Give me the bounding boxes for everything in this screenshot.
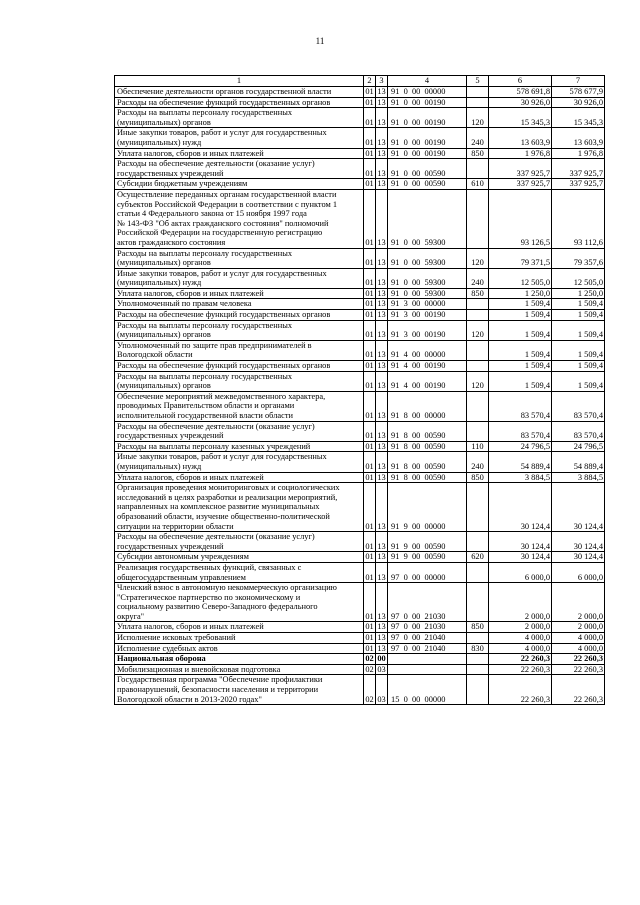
section-code: 02 xyxy=(364,675,376,705)
target-article-code: 91 4 00 00190 xyxy=(388,371,467,391)
budget-table xyxy=(114,75,605,705)
header-cell: 3 xyxy=(376,76,388,87)
table-row xyxy=(115,179,605,190)
section-code: 01 xyxy=(364,391,376,421)
subsection-code: 13 xyxy=(377,633,386,643)
section-code: 01 xyxy=(365,472,374,482)
target-article-code: 91 0 00 00000 xyxy=(388,87,467,98)
target-article-code: 91 0 00 59300 xyxy=(388,288,467,299)
target-article-code: 91 8 00 00000 xyxy=(388,391,467,421)
subsection-code: 13 xyxy=(376,108,388,128)
table-row xyxy=(115,675,605,705)
row-name: Расходы на обеспечение функций государственных органов xyxy=(115,310,364,321)
target-article-code: 91 3 00 00000 xyxy=(388,299,467,310)
amount-col6: 24 796,5 xyxy=(489,441,552,452)
expense-type-code: 850 xyxy=(467,148,489,159)
section-code: 01 xyxy=(364,483,376,532)
expense-type-code xyxy=(467,562,489,582)
row-name: Обеспечение деятельности органов государственной власти xyxy=(115,87,364,98)
expense-type-code xyxy=(467,421,489,441)
subsection-code: 13 xyxy=(376,268,388,288)
amount-col6: 30 926,0 xyxy=(489,97,552,108)
amount-col6: 1 976,8 xyxy=(489,148,552,159)
section-code: 01 xyxy=(364,189,376,248)
target-article-code: 91 0 00 00190 xyxy=(388,128,467,148)
amount-col6: 1 509,4 xyxy=(489,340,552,360)
expense-type-code: 120 xyxy=(467,248,489,268)
table-row xyxy=(115,97,605,108)
amount-col7: 1 509,4 xyxy=(552,371,605,391)
row-name: Расходы на обеспечение функций государственных органов xyxy=(115,361,364,372)
amount-col6: 22 260,3 xyxy=(489,664,552,675)
subsection-code: 13 xyxy=(376,583,388,622)
amount-col7: 578 677,9 xyxy=(552,87,605,98)
expense-type-code xyxy=(467,87,489,98)
subsection-code: 13 xyxy=(377,472,386,482)
section-code: 01 xyxy=(365,288,374,298)
row-name: Уполномоченный по правам человека xyxy=(115,299,364,310)
header-cell: 2 xyxy=(364,76,376,87)
expense-type-code xyxy=(467,633,489,644)
amount-col7: 1 509,4 xyxy=(552,361,605,372)
header-cell: 1 xyxy=(115,76,364,87)
section-code: 01 xyxy=(364,562,376,582)
subsection-code: 13 xyxy=(377,97,386,107)
amount-col6: 13 603,9 xyxy=(489,128,552,148)
amount-col6: 22 260,3 xyxy=(489,675,552,705)
subsection-code: 13 xyxy=(376,128,388,148)
target-article-code: 97 0 00 21040 xyxy=(388,643,467,654)
target-article-code: 91 9 00 00590 xyxy=(388,552,467,563)
amount-col6: 1 509,4 xyxy=(489,320,552,340)
expense-type-code xyxy=(467,97,489,108)
amount-col7: 30 124,4 xyxy=(552,483,605,532)
amount-col7: 24 796,5 xyxy=(552,441,605,452)
expense-type-code: 240 xyxy=(467,268,489,288)
subsection-code: 13 xyxy=(376,421,388,441)
expense-type-code: 240 xyxy=(467,452,489,472)
amount-col6: 15 345,3 xyxy=(489,108,552,128)
table-row xyxy=(115,159,605,179)
section-code: 01 xyxy=(365,299,374,309)
section-code: 01 xyxy=(364,421,376,441)
amount-col7: 83 570,4 xyxy=(552,421,605,441)
table-row xyxy=(115,340,605,360)
amount-col7: 83 570,4 xyxy=(552,391,605,421)
amount-col6: 1 509,4 xyxy=(489,310,552,321)
section-code: 01 xyxy=(364,583,376,622)
target-article-code: 97 0 00 21030 xyxy=(388,583,467,622)
amount-col6: 3 884,5 xyxy=(489,472,552,483)
table-row xyxy=(115,248,605,268)
amount-col6: 578 691,8 xyxy=(489,87,552,98)
row-name: Уплата налогов, сборов и иных платежей xyxy=(115,288,364,299)
expense-type-code xyxy=(467,299,489,310)
amount-col7: 2 000,0 xyxy=(552,622,605,633)
table-row xyxy=(115,148,605,159)
subsection-code: 13 xyxy=(377,299,386,309)
section-code: 01 xyxy=(364,159,376,179)
subsection-code: 13 xyxy=(377,148,386,158)
subsection-code: 13 xyxy=(377,288,386,298)
table-row xyxy=(115,310,605,321)
row-name: Исполнение судебных актов xyxy=(115,643,364,654)
subsection-code: 03 xyxy=(377,664,386,674)
subsection-code: 13 xyxy=(377,643,386,653)
target-article-code: 97 0 00 00000 xyxy=(388,562,467,582)
table-row xyxy=(115,371,605,391)
table-row xyxy=(115,552,605,563)
expense-type-code xyxy=(467,391,489,421)
amount-col7: 1 976,8 xyxy=(552,148,605,159)
subsection-code: 13 xyxy=(377,179,386,189)
table-row xyxy=(115,532,605,552)
amount-col6: 2 000,0 xyxy=(489,583,552,622)
section-code: 02 xyxy=(365,654,374,664)
target-article-code: 91 0 00 59300 xyxy=(388,189,467,248)
subsection-code: 00 xyxy=(377,654,386,664)
target-article-code: 91 9 00 00000 xyxy=(388,483,467,532)
amount-col6: 4 000,0 xyxy=(489,643,552,654)
expense-type-code: 120 xyxy=(467,108,489,128)
subsection-code: 13 xyxy=(376,452,388,472)
row-name: Иные закупки товаров, работ и услуг для государственных (муниципальных) нужд xyxy=(115,452,364,472)
target-article-code: 91 0 00 00190 xyxy=(388,148,467,159)
amount-col7: 30 124,4 xyxy=(552,552,605,563)
row-name: Мобилизационная и вневойсковая подготовка xyxy=(115,664,364,675)
amount-col6: 79 371,5 xyxy=(489,248,552,268)
target-article-code: 91 0 00 00190 xyxy=(388,97,467,108)
expense-type-code: 850 xyxy=(467,622,489,633)
amount-col6: 1 509,4 xyxy=(489,299,552,310)
expense-type-code xyxy=(467,483,489,532)
expense-type-code xyxy=(467,340,489,360)
amount-col7: 12 505,0 xyxy=(552,268,605,288)
expense-type-code xyxy=(467,532,489,552)
table-row xyxy=(115,441,605,452)
section-code: 01 xyxy=(364,452,376,472)
amount-col6: 30 124,4 xyxy=(489,552,552,563)
target-article-code: 15 0 00 00000 xyxy=(388,675,467,705)
subsection-code: 13 xyxy=(376,562,388,582)
target-article-code: 91 8 00 00590 xyxy=(388,421,467,441)
amount-col7: 4 000,0 xyxy=(552,633,605,644)
table-row xyxy=(115,288,605,299)
section-code: 01 xyxy=(364,532,376,552)
section-code: 01 xyxy=(365,97,374,107)
amount-col6: 22 260,3 xyxy=(489,654,552,665)
row-name: Расходы на выплаты персоналу государственных (муниципальных) органов xyxy=(115,371,364,391)
target-article-code: 91 0 00 00190 xyxy=(388,108,467,128)
row-name: Расходы на выплаты персоналу государственных (муниципальных) органов xyxy=(115,248,364,268)
section-code: 01 xyxy=(365,441,374,451)
section-code: 01 xyxy=(365,633,374,643)
table-row xyxy=(115,421,605,441)
target-article-code: 91 4 00 00000 xyxy=(388,340,467,360)
table-row xyxy=(115,654,605,665)
amount-col7: 4 000,0 xyxy=(552,643,605,654)
row-name: Исполнение исковых требований xyxy=(115,633,364,644)
table-row xyxy=(115,268,605,288)
expense-type-code: 830 xyxy=(467,643,489,654)
subsection-code: 13 xyxy=(376,340,388,360)
amount-col6: 83 570,4 xyxy=(489,421,552,441)
row-name: Уплата налогов, сборов и иных платежей xyxy=(115,622,364,633)
header-cell: 4 xyxy=(388,76,467,87)
table-body xyxy=(115,87,605,705)
section-code: 01 xyxy=(365,87,374,96)
amount-col7: 30 926,0 xyxy=(552,97,605,108)
amount-col6: 6 000,0 xyxy=(489,562,552,582)
row-name: Субсидии бюджетным учреждениям xyxy=(115,179,364,190)
target-article-code: 91 0 00 59300 xyxy=(388,268,467,288)
subsection-code: 13 xyxy=(376,159,388,179)
amount-col7: 22 260,3 xyxy=(552,664,605,675)
target-article-code xyxy=(388,664,467,675)
subsection-code: 13 xyxy=(377,87,386,96)
amount-col7: 3 884,5 xyxy=(552,472,605,483)
expense-type-code: 610 xyxy=(467,179,489,190)
row-name: Расходы на выплаты персоналу государственных (муниципальных) органов xyxy=(115,320,364,340)
subsection-code: 13 xyxy=(377,552,386,562)
target-article-code: 91 8 00 00590 xyxy=(388,441,467,452)
section-code: 01 xyxy=(364,108,376,128)
row-name: Расходы на обеспечение деятельности (оказание услуг) государственных учреждений xyxy=(115,421,364,441)
section-code: 02 xyxy=(365,664,374,674)
expense-type-code: 850 xyxy=(467,472,489,483)
table-row xyxy=(115,299,605,310)
table-row xyxy=(115,189,605,248)
section-code: 01 xyxy=(364,128,376,148)
expense-type-code: 120 xyxy=(467,371,489,391)
table-row xyxy=(115,391,605,421)
section-code: 01 xyxy=(365,148,374,158)
section-code: 01 xyxy=(365,622,374,632)
header-row xyxy=(115,76,605,87)
header-cell: 5 xyxy=(467,76,489,87)
amount-col7: 13 603,9 xyxy=(552,128,605,148)
amount-col6: 30 124,4 xyxy=(489,532,552,552)
expense-type-code xyxy=(467,310,489,321)
table-row xyxy=(115,562,605,582)
amount-col7: 1 250,0 xyxy=(552,288,605,299)
table-row xyxy=(115,87,605,98)
row-name: Расходы на выплаты персоналу казенных учреждений xyxy=(115,441,364,452)
subsection-code: 13 xyxy=(377,622,386,632)
amount-col6: 54 889,4 xyxy=(489,452,552,472)
row-name: Обеспечение мероприятий межведомственного характера, проводимых Правительством области и органами исполнительной государственной власти области xyxy=(115,391,364,421)
amount-col7: 30 124,4 xyxy=(552,532,605,552)
row-name: Расходы на обеспечение деятельности (оказание услуг) государственных учреждений xyxy=(115,159,364,179)
page-number: 11 xyxy=(315,36,325,46)
target-article-code: 91 4 00 00190 xyxy=(388,361,467,372)
target-article-code: 91 9 00 00590 xyxy=(388,532,467,552)
table-row xyxy=(115,622,605,633)
amount-col6: 12 505,0 xyxy=(489,268,552,288)
table-row xyxy=(115,361,605,372)
expense-type-code xyxy=(467,361,489,372)
subsection-code: 13 xyxy=(376,371,388,391)
amount-col7: 6 000,0 xyxy=(552,562,605,582)
amount-col7: 22 260,3 xyxy=(552,654,605,665)
section-code: 01 xyxy=(365,643,374,653)
target-article-code: 91 0 00 59300 xyxy=(388,248,467,268)
row-name: Субсидии автономным учреждениям xyxy=(115,552,364,563)
row-name: Реализация государственных функций, связанных с общегосударственным управлением xyxy=(115,562,364,582)
subsection-code: 13 xyxy=(376,391,388,421)
expense-type-code: 120 xyxy=(467,320,489,340)
table-row xyxy=(115,472,605,483)
row-name: Национальная оборона xyxy=(115,654,364,665)
subsection-code: 13 xyxy=(376,248,388,268)
target-article-code xyxy=(388,654,467,665)
subsection-code: 13 xyxy=(377,441,386,451)
section-code: 01 xyxy=(365,179,374,189)
row-name: Иные закупки товаров, работ и услуг для государственных (муниципальных) нужд xyxy=(115,128,364,148)
header-cell: 6 xyxy=(489,76,552,87)
table-row xyxy=(115,633,605,644)
amount-col7: 22 260,3 xyxy=(552,675,605,705)
target-article-code: 91 8 00 00590 xyxy=(388,452,467,472)
amount-col6: 1 509,4 xyxy=(489,371,552,391)
table-row xyxy=(115,643,605,654)
target-article-code: 91 8 00 00590 xyxy=(388,472,467,483)
table-row xyxy=(115,664,605,675)
subsection-code: 13 xyxy=(376,320,388,340)
table-row xyxy=(115,320,605,340)
subsection-code: 13 xyxy=(376,189,388,248)
section-code: 01 xyxy=(364,248,376,268)
expense-type-code: 850 xyxy=(467,288,489,299)
amount-col7: 1 509,4 xyxy=(552,310,605,321)
amount-col7: 337 925,7 xyxy=(552,179,605,190)
row-name: Членский взнос в автономную некоммерческую организацию "Стратегическое партнерство по экономическому и социальному развитию Северо-Западного федерального округа" xyxy=(115,583,364,622)
expense-type-code xyxy=(467,675,489,705)
table-row xyxy=(115,128,605,148)
expense-type-code xyxy=(467,654,489,665)
table-row xyxy=(115,108,605,128)
target-article-code: 91 0 00 00590 xyxy=(388,179,467,190)
section-code: 01 xyxy=(364,340,376,360)
expense-type-code xyxy=(467,189,489,248)
row-name: Осуществление переданных органам государственной власти субъектов Российской Федерации в соответствии с пунктом 1 статьи 4 Федерального закона от 15 ноября 1997 года № 143-ФЗ "Об актах гражданского состояния" полномочий Российской Федерации на государственную регистрацию актов гражданского состояния xyxy=(115,189,364,248)
subsection-code: 13 xyxy=(376,532,388,552)
expense-type-code: 620 xyxy=(467,552,489,563)
row-name: Расходы на обеспечение функций государственных органов xyxy=(115,97,364,108)
amount-col6: 30 124,4 xyxy=(489,483,552,532)
expense-type-code xyxy=(467,664,489,675)
section-code: 01 xyxy=(365,310,374,320)
amount-col6: 337 925,7 xyxy=(489,179,552,190)
amount-col7: 1 509,4 xyxy=(552,299,605,310)
amount-col7: 337 925,7 xyxy=(552,159,605,179)
amount-col7: 93 112,6 xyxy=(552,189,605,248)
target-article-code: 91 3 00 00190 xyxy=(388,320,467,340)
expense-type-code: 110 xyxy=(467,441,489,452)
amount-col6: 1 250,0 xyxy=(489,288,552,299)
row-name: Расходы на обеспечение деятельности (оказание услуг) государственных учреждений xyxy=(115,532,364,552)
section-code: 01 xyxy=(364,268,376,288)
row-name: Государственная программа "Обеспечение профилактики правонарушений, безопасности населения и территории Вологодской области в 2013-2020 годах" xyxy=(115,675,364,705)
amount-col6: 1 509,4 xyxy=(489,361,552,372)
subsection-code: 03 xyxy=(376,675,388,705)
row-name: Организация проведения мониторинговых и социологических исследований в целях разработки и реализации мероприятий, направленных на комплексное развитие муниципальных образований области, изучение общественно-политической ситуации на территории области xyxy=(115,483,364,532)
amount-col7: 1 509,4 xyxy=(552,340,605,360)
subsection-code: 13 xyxy=(376,483,388,532)
row-name: Иные закупки товаров, работ и услуг для государственных (муниципальных) нужд xyxy=(115,268,364,288)
expense-type-code: 240 xyxy=(467,128,489,148)
table-row xyxy=(115,452,605,472)
target-article-code: 91 0 00 00590 xyxy=(388,159,467,179)
amount-col6: 4 000,0 xyxy=(489,633,552,644)
amount-col6: 2 000,0 xyxy=(489,622,552,633)
section-code: 01 xyxy=(365,552,374,562)
section-code: 01 xyxy=(364,371,376,391)
target-article-code: 97 0 00 21030 xyxy=(388,622,467,633)
target-article-code: 91 3 00 00190 xyxy=(388,310,467,321)
amount-col7: 2 000,0 xyxy=(552,583,605,622)
row-name: Уплата налогов, сборов и иных платежей xyxy=(115,148,364,159)
amount-col7: 1 509,4 xyxy=(552,320,605,340)
amount-col6: 337 925,7 xyxy=(489,159,552,179)
amount-col7: 79 357,6 xyxy=(552,248,605,268)
row-name: Расходы на выплаты персоналу государственных (муниципальных) органов xyxy=(115,108,364,128)
target-article-code: 97 0 00 21040 xyxy=(388,633,467,644)
row-name: Уполномоченный по защите прав предпринимателей в Вологодской области xyxy=(115,340,364,360)
table-row xyxy=(115,583,605,622)
subsection-code: 13 xyxy=(377,361,386,371)
expense-type-code xyxy=(467,583,489,622)
subsection-code: 13 xyxy=(377,310,386,320)
section-code: 01 xyxy=(364,320,376,340)
amount-col6: 93 126,5 xyxy=(489,189,552,248)
amount-col6: 83 570,4 xyxy=(489,391,552,421)
table-row xyxy=(115,483,605,532)
expense-type-code xyxy=(467,159,489,179)
amount-col7: 54 889,4 xyxy=(552,452,605,472)
amount-col7: 15 345,3 xyxy=(552,108,605,128)
header-cell: 7 xyxy=(552,76,605,87)
row-name: Уплата налогов, сборов и иных платежей xyxy=(115,472,364,483)
section-code: 01 xyxy=(365,361,374,371)
